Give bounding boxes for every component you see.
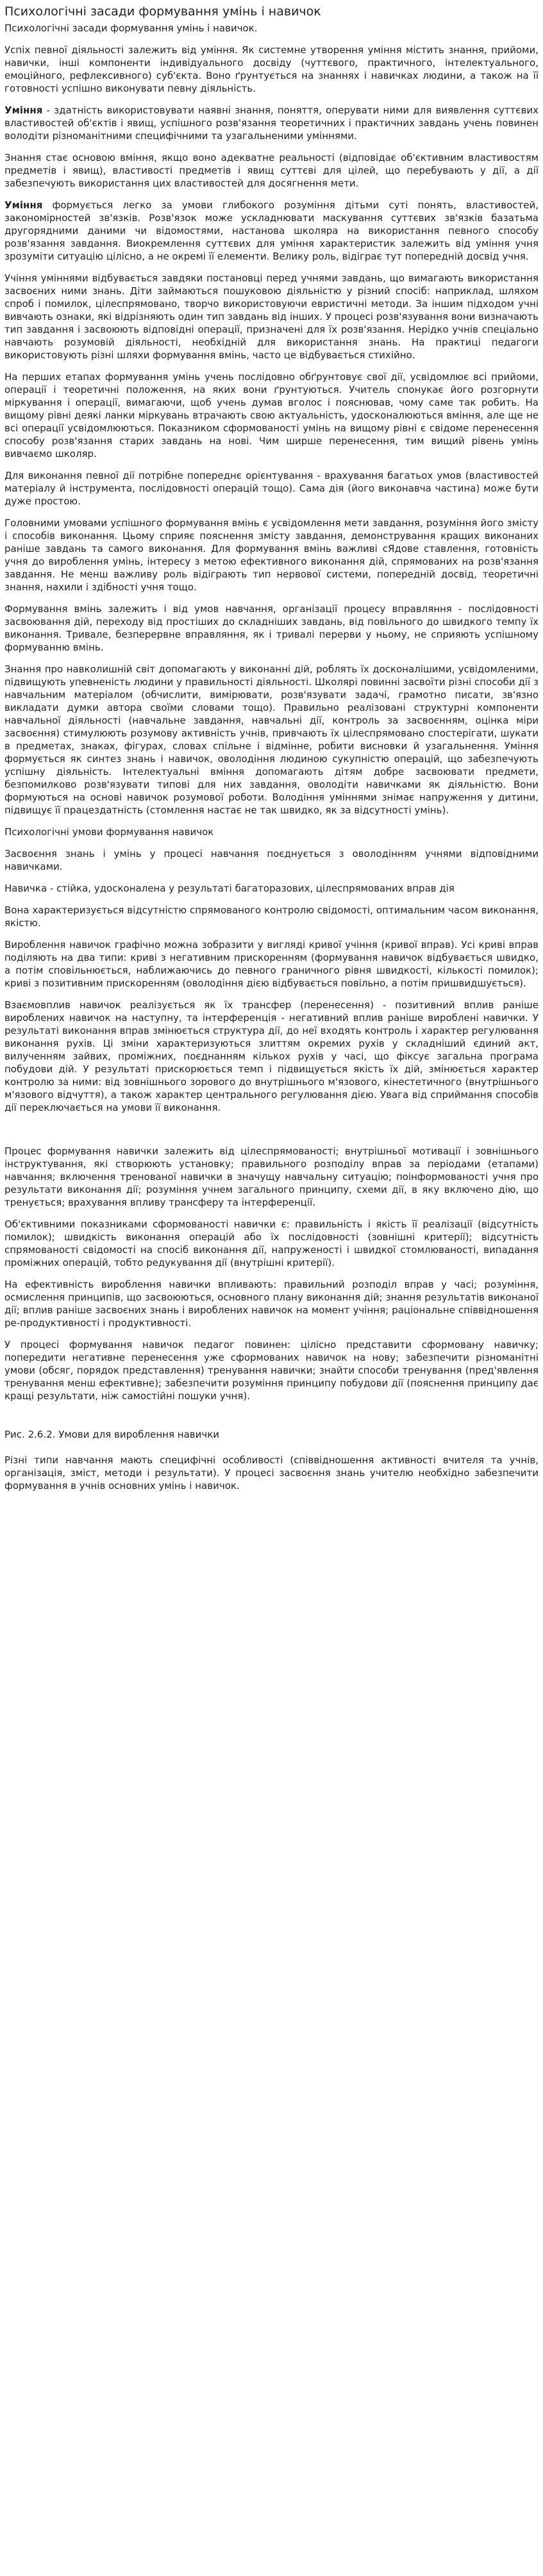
paragraph-learning-types: Різні типи навчання мають специфічні особливості (співвідношення активності вчителя та учнів, організація, зміст, методи і результати). У процесі засвоєння знань учителю необхідно забезпечити формування в учнів основних умінь і навичок. [4,1454,539,1492]
term-skill-formation: Уміння [4,199,43,211]
term-skill: Уміння [4,104,43,116]
figure-caption: Рис. 2.6.2. Умови для вироблення навички [4,1429,220,1440]
page-title: Психологічні засади формування умінь і навичок [4,4,321,19]
paragraph-skill-formation-text: формується легко за умови глибокого розуміння дітьми суті понять, властивостей, закономірностей зв'язків. Розв'язок може ускладнювати маскування суттєвих зв'язків базатьма другорядними даними чи відомостями, настанова школяра на використання певного способу розв'язання завдання. Виокремлення суттєвих для уміння характеристик залежить від уміння учня зрозуміти ситуацію цілісно, а не окремі її елементи. Велику роль, відіграє тут попередній досвід учня. [4,199,539,262]
section-heading-habits: Психологічні умови формування навичок [4,826,214,838]
paragraph-knowledge-habits: Засвоєння знань і умінь у процесі навчання поєднується з оволодінням учнями відповідними навичками. [4,848,539,872]
paragraph-skill-success: Успіх певної діяльності залежить від уміння. Як системне утворення уміння містить знання, прийоми, навички, інші компоненти індивідуального досвіду (чуттєвого, практичного, інтелектуального, емоційного, рефлексивного) суб'єкта. Воно ґрунтується на знаннях і навичках людини, а також на її готовності успішно виконувати певну діяльність. [4,44,539,94]
figure-space [4,1123,539,1145]
paragraph-habit-efficiency: На ефективність вироблення навички впливають: правильний розподіл вправ у часі; розуміння, осмислення принципів, що засвоюються, основного плану виконання дій; знання результатів виконаної дії; вплив раніше засвоєних знань і вироблених навичок на момент учіння; раціональне співвідношення ре-продуктивності і продуктивності. [4,1279,539,1329]
paragraph-habit-characteristics: Вона характеризується відсутністю спрямованого контролю свідомості, оптимальним часом виконання, якістю. [4,904,539,929]
paragraph-habit-definition: Навичка - стійка, удосконалена у результаті багаторазових, цілеспрямованих вправ дія [4,883,455,894]
paragraph-knowledge-basis: Знання стає основою вміння, якщо воно адекватне реальності (відповідає об'єктивним властивостям предметів і явищ), властивості предметів і явищ суттєві для цілей, що перебувають у дії, а дії забезпечують використання цих властивостей для досягнення мети. [4,152,539,189]
paragraph-habit-process: Процес формування навички залежить від цілеспрямованості; внутрішньої мотивації і зовнішнього інструктування, які створюють установку; правильного розподілу вправ за періодами (етапами) навчання; включення тренованої навички в значущу навчальну ситуацію; поінформованості учня про результати виконання дії; розуміння учнем загального принципу, схеми дії, в яку включено дію, що тренується; врахування впливу трансферу та інтерференції. [4,1145,539,1208]
figure-placeholder [4,1411,539,1428]
paragraph-world-knowledge: Знання про навколишній світ допомагають у виконанні дій, роблять їх досконалішими, усвідомленими, підвищують упевненість людини у правильності діяльності. Школярі повинні засвоїти різні способи дії з навчальним матеріалом (обчислити, вимірювати, розв'язувати задачі, грамотно писати, зв'язно викладати думки автора своїми словами тощо). Правильно реалізовані структурні компоненти навчальної діяльності (навчальне завдання, навчальні дії, контроль за засвоєнням, оцінка міри засвоєння) стимулюють розумову активність учнів, привчають їх цілеспрямовано спостерігати, шукати в предметах, знаках, фігурах, словах спільне і відмінне, робити висновки й узагальнення. Уміння формується як синтез знань і навичок, оволодіння людиною сукупністю операцій, що забезпечують успішну діяльність. Інтелектуальні вміння допомагають дітям добре засвоювати предмети, безпомилково розв'язувати типові для них завдання, оволодіти навичками як діяльністю. Вони формуються на основі навичок розумової роботи. Володіння уміннями знімає напруження у дитини, підвищує її працездатність (стомлення настає не так швидко, як за відсутності умінь). [4,663,539,816]
paragraph-transfer: Взаємовплив навичок реалізується як їх трансфер (перенесення) - позитивний вплив раніше вироблених навичок на наступну, та інтерференція - негативний вплив раніше вироблені навички. У результаті виконання вправ змінюється структура дії, до неї входять контроль і характер регулювання виконання рухів. Ці зміни характеризуються злиттям окремих рухів у складніший єдиний акт, вилученням зайвих, проміжних, поєднанням кількох рухів у часі, що фіксує загальна програма побудови дій. У результаті прискорюється темп і підвищується якість їх дій, змінюється характер контролю за ними: від зовнішнього зорового до внутрішнього м'язового, кінестетичного (внутрішнього м'язового відчуття), а також характер центрального регулювання дією. Увага від сприймання способів дії переключається на умови її виконання. [4,999,539,1113]
paragraph-skill-definition-text: - здатність використовувати наявні знання, поняття, оперувати ними для виявлення суттєвих властивостей об'єктів і явищ, успішного розв'язання теоретичних і практичних завдань учень повинен володіти різноманітними специфічними та узагальненими уміннями. [4,104,539,142]
paragraph-learning-conditions: Формування вмінь залежить і від умов навчання, організації процесу вправляння - послідовності засвоювання дій, переходу від простіших до складніших завдань, від повільного до швидкого темпу їх виконання. Тривале, безперервне вправляння, як і тривалі перерви у ньому, не сприяють успішному формуванню вмінь. [4,603,539,653]
paragraph-orientation: Для виконання певної дії потрібне попереднє орієнтування - врахування багатьох умов (властивостей матеріалу й інструмента, послідовності операцій тощо). Сама дія (його виконавча частина) може бути дуже простою. [4,470,539,507]
paragraph-habit-indicators: Об'єктивними показниками сформованості навички є: правильність і якість її реалізації (відсутність помилок); швидкість виконання операцій або їх послідовності (зовнішні критерії); відсутність спрямованості свідомості на спосіб виконання дії, напруженості і швидкої стомлюваності, випадання проміжних операцій, тобто редукування дії (внутрішні критерії). [4,1218,539,1268]
paragraph-skill-definition [4,104,539,142]
paragraph-main-conditions: Головними умовами успішного формування вмінь є усвідомлення мети завдання, розуміння його змісту і способів виконання. Цьому сприяє пояснення змісту завдання, демонстрування кращих виконаних раніше завдань та самого виконання. Для формування вмінь важливі сЯдове ставлення, готовність учня до вироблення умінь, інтересу з метою ефективного виконання дій, спрямованих на розв'язання завдання. Не менш важливу роль відіграють тип нервової системи, попередній досвід, теоретичні знання, нахили і здібності учня тощо. [4,517,539,593]
subtitle: Психологічні засади формування умінь і навичок. [4,22,258,34]
paragraph-teacher-tasks: У процесі формування навичок педагог повинен: цілісно представити сформовану навичку; попередити негативне перенесення уже сформованих навичок на нову; забезпечити різноманітні умови (обсяг, порядок представлення) тренування навички; знайти способи тренування (пред'явлення тренування менш ефективне); забезпечити розуміння принципу побудови дії (пояснення принципу дає кращі результати, ніж самостійні пошуки учня). [4,1339,539,1402]
paragraph-skill-formation [4,199,539,263]
paragraph-learning-skills: Учіння уміннями відбувається завдяки постановці перед учнями завдань, що вимагають використання засвоєних ними знань. Діти займаються пошуковою діяльністю у різний спосіб: наприклад, шляхом спроб і помилок, цілеспрямовано, творчо використовуючи евристичні методи. За іншим підходом учні вивчають ознаки, які відрізняють один тип завдань від інших. У процесі розв'язування вони визначають тип завдання і засвоюють відповідні операції, призначені для їх розв'язання. Нерідко учнів спеціально навчають розумовій діяльності, необхідній для використання знань. На практиці педагоги використовують різні шляхи формування вмінь, часто це відбувається стихійно. [4,272,539,361]
paragraph-learning-curve: Вироблення навичок графічно можна зобразити у вигляді кривої учіння (кривої вправ). Усі криві вправ поділяють на два типи: криві з негативним прискоренням (формування навичок відбувається швидко, а потім сповільнюється, наближаючись до певного граничного рівня швидкості, кількості помилок); криві з позитивним прискоренням (оволодіння дією відбувається повільно, а потім пришвидшується). [4,939,539,989]
paragraph-first-stages: На перших етапах формування умінь учень послідовно обґрунтовує свої дії, усвідомлює всі прийоми, операції і теоретичні положення, на яких вони ґрунтуються. Учитель спонукає його розгорнути міркування і операції, вимагаючи, щоб учень думав вголос і пояснював, чому саме так робить. На вищому рівні деякі ланки міркувань втрачають свою актуальність, удосконалюються вміння, але ще не всі операції усвідомлюються. Показником сформованості умінь на вищому рівні є свідоме перенесення способу розв'язання старих завдань на нові. Чим ширше перенесення, тим вищий рівень умінь вивчаємо школяр. [4,371,539,460]
